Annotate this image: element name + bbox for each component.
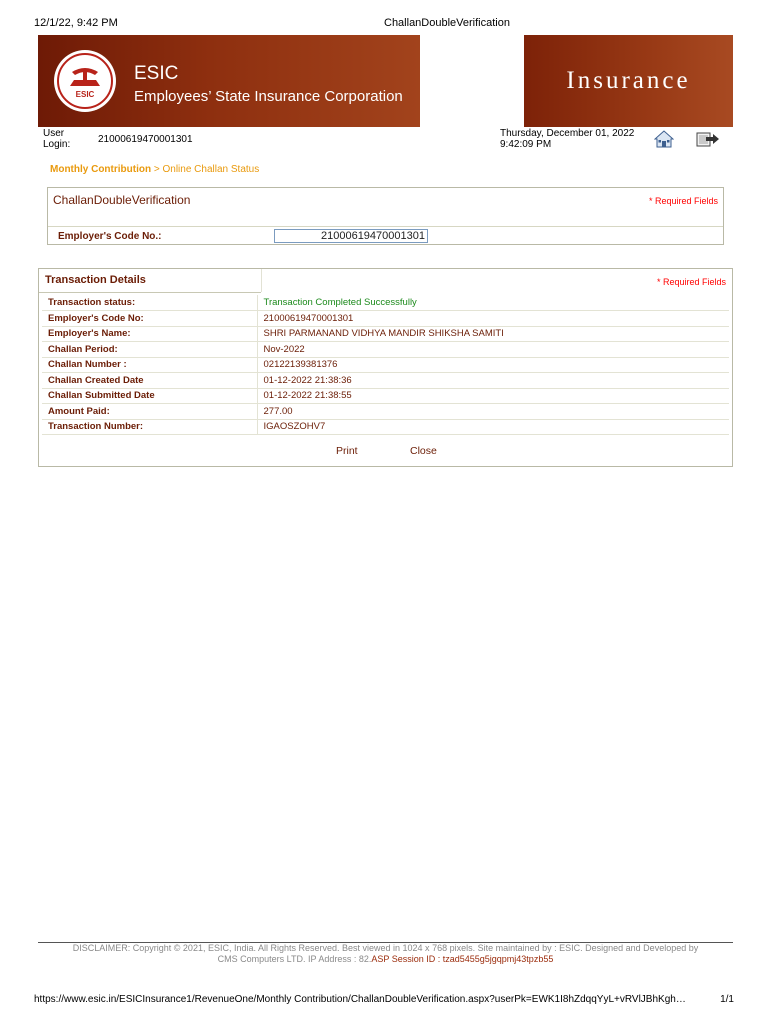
table-row bbox=[42, 357, 729, 373]
current-time: 9:42:09 PM bbox=[500, 139, 552, 150]
breadcrumb-monthly-contribution[interactable]: Monthly Contribution bbox=[50, 164, 152, 175]
print-page-title: ChallanDoubleVerification bbox=[384, 17, 510, 29]
insurance-text: Insurance bbox=[566, 67, 691, 94]
table-row bbox=[42, 419, 729, 435]
print-url: https://www.esic.in/ESICInsurance1/RevenueOne/Monthly Contribution/ChallanDoubleVerification.aspx?userPk=EWK1I8hZdqqYyL+vRVlJBhKgh… bbox=[34, 994, 686, 1005]
verification-panel-title: ChallanDoubleVerification bbox=[53, 193, 191, 207]
panel-actions bbox=[39, 445, 732, 459]
table-row bbox=[42, 388, 729, 404]
row-value: 277.00 bbox=[257, 404, 729, 420]
row-label: Transaction status: bbox=[42, 295, 257, 311]
asp-session-id: ASP Session ID : tzad5455g5jgqpmj43tpzb55 bbox=[371, 954, 554, 964]
challan-verification-panel bbox=[47, 187, 724, 245]
disclaimer-line-1: DISCLAIMER: Copyright © 2021, ESIC, India. All Rights Reserved. Best viewed in 1024 x 768 pixels. Site maintained by : ESIC. Designed and Developed by bbox=[72, 943, 699, 953]
row-value: Nov-2022 bbox=[257, 342, 729, 358]
table-row bbox=[42, 295, 729, 311]
print-page-number: 1/1 bbox=[720, 994, 734, 1005]
table-row bbox=[42, 373, 729, 389]
print-footer bbox=[34, 994, 734, 1008]
panel-divider bbox=[48, 226, 723, 227]
print-header bbox=[34, 17, 734, 31]
row-label: Challan Period: bbox=[42, 342, 257, 358]
row-label: Transaction Number: bbox=[42, 419, 257, 435]
current-datetime bbox=[500, 128, 634, 150]
user-login-value: 21000619470001301 bbox=[98, 134, 193, 145]
transaction-status-value: Transaction Completed Successfully bbox=[257, 295, 729, 311]
employer-code-input[interactable] bbox=[274, 229, 428, 243]
brand-short-name: ESIC bbox=[134, 63, 179, 84]
logo-text: ESIC bbox=[75, 90, 95, 99]
breadcrumb-separator: > bbox=[153, 164, 160, 175]
disclaimer-developer: CMS Computers LTD. IP Address : 82. bbox=[217, 954, 372, 964]
title-underline bbox=[39, 292, 261, 293]
esic-logo-icon bbox=[52, 48, 118, 114]
disclaimer-line-2 bbox=[38, 954, 733, 965]
row-value: 02122139381376 bbox=[257, 357, 729, 373]
required-fields-note: * Required Fields bbox=[648, 196, 718, 206]
transaction-panel-title: Transaction Details bbox=[45, 274, 146, 286]
row-label: Employer's Code No: bbox=[42, 311, 257, 327]
table-row bbox=[42, 404, 729, 420]
employer-code-label: Employer's Code No.: bbox=[58, 231, 162, 242]
row-value: 01-12-2022 21:38:55 bbox=[257, 388, 729, 404]
print-datetime: 12/1/22, 9:42 PM bbox=[34, 17, 118, 29]
user-login-label: User Login: bbox=[43, 128, 71, 150]
transaction-details-table bbox=[42, 295, 729, 435]
table-row bbox=[42, 342, 729, 358]
row-label: Challan Created Date bbox=[42, 373, 257, 389]
row-value: 01-12-2022 21:38:36 bbox=[257, 373, 729, 389]
row-label: Challan Number : bbox=[42, 357, 257, 373]
home-icon[interactable] bbox=[654, 130, 674, 148]
row-value: SHRI PARMANAND VIDHYA MANDIR SHIKSHA SAMITI bbox=[257, 326, 729, 342]
breadcrumb-current: Online Challan Status bbox=[162, 164, 260, 175]
transaction-details-panel bbox=[38, 268, 733, 467]
title-divider bbox=[261, 269, 262, 292]
disclaimer bbox=[38, 943, 733, 965]
row-label: Challan Submitted Date bbox=[42, 388, 257, 404]
breadcrumb bbox=[50, 164, 259, 175]
insurance-banner bbox=[524, 35, 733, 127]
current-date: Thursday, December 01, 2022 bbox=[500, 128, 635, 139]
esic-banner bbox=[38, 35, 420, 127]
table-row bbox=[42, 311, 729, 327]
row-value: 21000619470001301 bbox=[257, 311, 729, 327]
row-label: Amount Paid: bbox=[42, 404, 257, 420]
print-button[interactable]: Print bbox=[336, 445, 358, 457]
table-row bbox=[42, 326, 729, 342]
brand-long-name: Employees’ State Insurance Corporation bbox=[134, 88, 403, 105]
close-button[interactable]: Close bbox=[410, 445, 437, 457]
row-label: Employer's Name: bbox=[42, 326, 257, 342]
row-value: IGAOSZOHV7 bbox=[257, 419, 729, 435]
logout-icon[interactable] bbox=[696, 130, 720, 148]
required-fields-note: * Required Fields bbox=[656, 277, 726, 287]
